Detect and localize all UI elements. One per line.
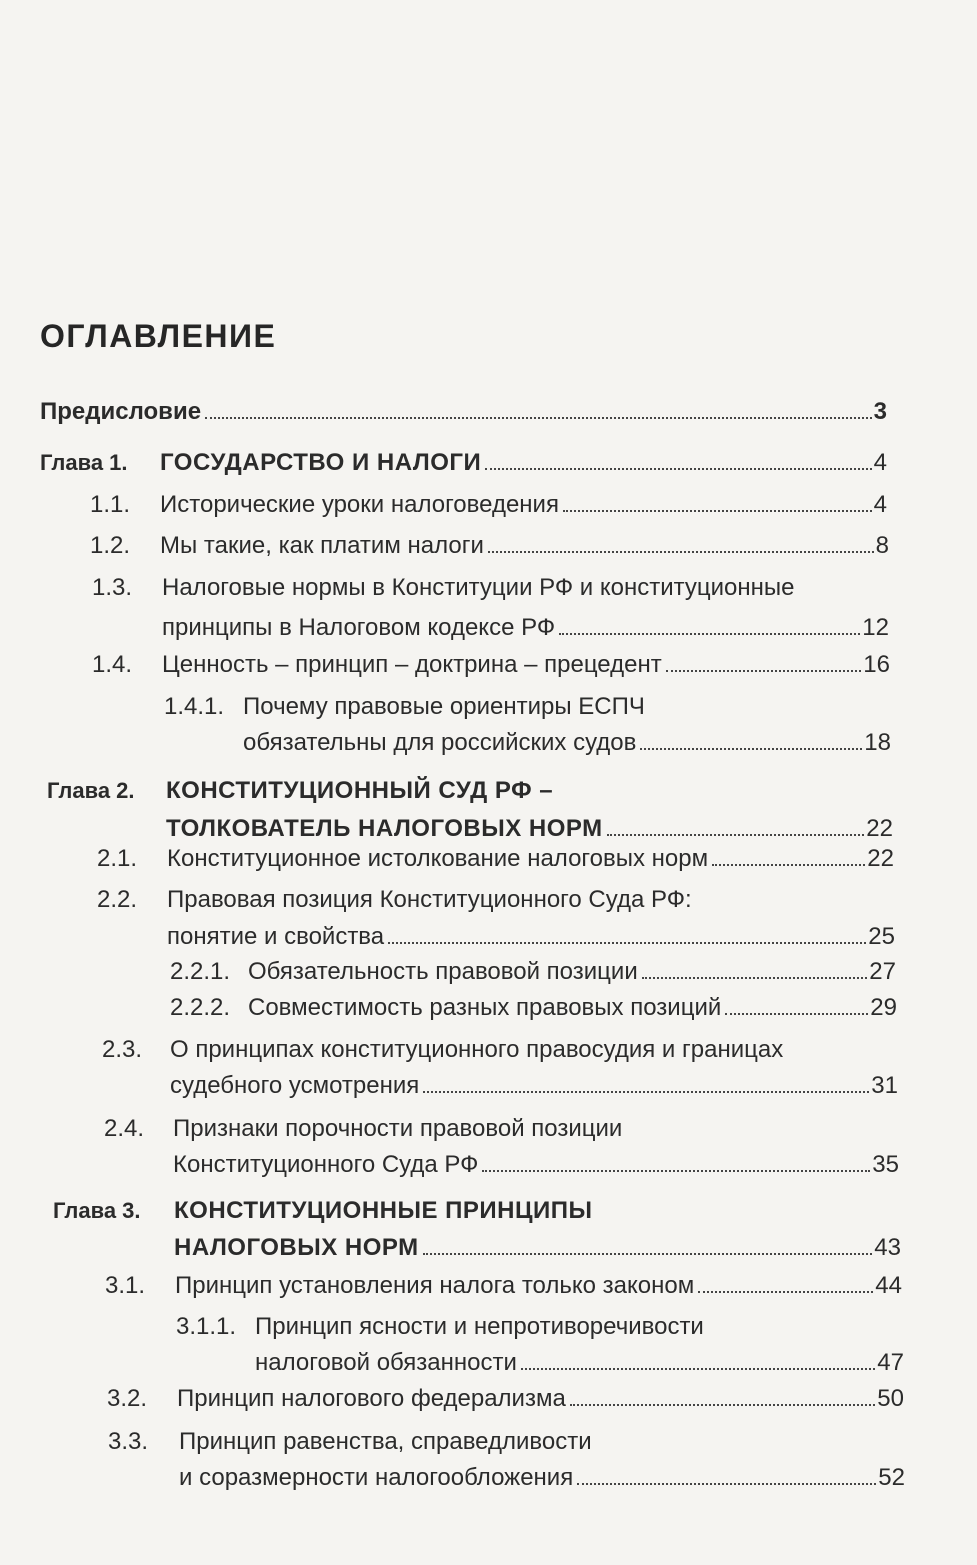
toc-entry-title: Исторические уроки налоговедения <box>160 491 559 518</box>
toc-entry <box>0 646 977 684</box>
toc-entry-number: 2.1. <box>97 845 138 872</box>
toc-entry-number: 1.4.1. <box>164 693 225 720</box>
toc-entry-page-number: 47 <box>877 1349 904 1376</box>
dot-leader <box>570 1403 875 1406</box>
toc-entry-page-number: 22 <box>866 815 893 842</box>
toc-entry-page-number: 16 <box>863 651 890 678</box>
toc-entry-title-line: КОНСТИТУЦИОННЫЕ ПРИНЦИПЫ <box>174 1197 593 1224</box>
toc-entry-title: Конституционное истолкование налоговых норм <box>167 845 709 872</box>
toc-entry-number: Глава 3. <box>53 1198 141 1223</box>
toc-entry-number: 2.3. <box>102 1036 143 1063</box>
toc-entry-number: 2.2. <box>97 886 138 913</box>
dot-leader <box>725 1012 868 1015</box>
dot-leader <box>642 976 868 979</box>
toc-entry-title-line: Признаки порочности правовой позиции <box>173 1115 623 1142</box>
toc-entry-title-line: О принципах конституционного правосудия и границах <box>170 1036 784 1063</box>
toc-entry-page-number: 27 <box>869 958 896 985</box>
toc-entry <box>0 1267 977 1305</box>
toc-entry <box>0 1380 977 1418</box>
dot-leader <box>488 550 874 553</box>
toc-entry-page-number: 18 <box>864 729 891 756</box>
toc-entry-page-number: 4 <box>873 449 887 476</box>
dot-leader <box>712 863 865 866</box>
toc-entry-title: и соразмерности налогообложения <box>179 1464 574 1491</box>
toc-entry <box>0 1308 977 1382</box>
toc-entry <box>0 1423 977 1497</box>
toc-entry-title: ГОСУДАРСТВО И НАЛОГИ <box>160 449 482 476</box>
toc-entry-number: Глава 2. <box>47 778 135 803</box>
toc-entry-number: 2.4. <box>104 1115 145 1142</box>
dot-leader <box>559 632 860 635</box>
dot-leader <box>482 1169 870 1172</box>
toc-entry-page-number: 43 <box>874 1234 901 1261</box>
toc-entry <box>0 527 977 565</box>
toc-entry-title: НАЛОГОВЫХ НОРМ <box>174 1234 419 1261</box>
dot-leader <box>563 509 872 512</box>
toc-entry-page-number: 8 <box>875 532 889 559</box>
toc-entry <box>0 840 977 878</box>
toc-entry-title: Ценность – принцип – доктрина – прецедент <box>162 651 662 678</box>
toc-entry <box>0 881 977 956</box>
toc-entry-title: Принцип установления налога только законом <box>175 1272 695 1299</box>
toc-entry-number: 1.3. <box>92 574 133 601</box>
toc-entry <box>0 1110 977 1184</box>
toc-entry-page-number: 35 <box>872 1151 899 1178</box>
toc-entry-title: Предисловие <box>40 398 202 425</box>
toc-entry-number: 3.3. <box>108 1428 149 1455</box>
toc-entry-title: принципы в Налоговом кодексе РФ <box>162 614 556 641</box>
dot-leader <box>521 1367 875 1370</box>
toc-entry-number: 3.1. <box>105 1272 146 1299</box>
toc-entry-number: Глава 1. <box>40 450 128 475</box>
toc-entry-page-number: 4 <box>873 491 887 518</box>
dot-leader <box>388 941 866 944</box>
toc-entry-number: 3.2. <box>107 1385 148 1412</box>
toc-entry-page-number: 22 <box>867 845 894 872</box>
toc-entry-page-number: 44 <box>875 1272 902 1299</box>
toc-entry <box>0 444 977 482</box>
toc-entry <box>0 989 977 1027</box>
toc-entry-title: Конституционного Суда РФ <box>173 1151 479 1178</box>
toc-entry-title: понятие и свойства <box>167 923 385 950</box>
toc-entry-number: 3.1.1. <box>176 1313 237 1340</box>
toc-entry-title: Мы такие, как платим налоги <box>160 532 484 559</box>
toc-entry <box>0 772 977 848</box>
toc-entry-title: налоговой обязанности <box>255 1349 517 1376</box>
toc-entry <box>0 688 977 762</box>
toc-entry-title: судебного усмотрения <box>170 1072 420 1099</box>
dot-leader <box>666 669 862 672</box>
dot-leader <box>423 1090 869 1093</box>
toc-entry-number: 1.2. <box>90 532 131 559</box>
toc-entry-title: Принцип налогового федерализма <box>177 1385 566 1412</box>
dot-leader <box>640 747 862 750</box>
dot-leader <box>698 1290 873 1293</box>
toc-entry-title-line: Почему правовые ориентиры ЕСПЧ <box>243 693 645 720</box>
toc-entry <box>0 1192 977 1267</box>
dot-leader <box>607 833 865 836</box>
toc-entry <box>0 393 977 431</box>
dot-leader <box>423 1252 873 1255</box>
toc-entry-page-number: 12 <box>862 614 889 641</box>
dot-leader <box>577 1482 876 1485</box>
toc-heading: ОГЛАВЛЕНИЕ <box>40 318 277 354</box>
dot-leader <box>485 467 871 470</box>
toc-entry <box>0 953 977 991</box>
toc-entry-title: обязательны для российских судов <box>243 729 637 756</box>
toc-entry-title-line: КОНСТИТУЦИОННЫЙ СУД РФ – <box>166 777 554 804</box>
toc-entry-number: 2.2.1. <box>170 958 231 985</box>
toc-entry-number: 2.2.2. <box>170 994 231 1021</box>
toc-entry-page-number: 52 <box>878 1464 905 1491</box>
toc-entry <box>0 486 977 524</box>
toc-entry-page-number: 50 <box>877 1385 904 1412</box>
toc-entry-title-line: Правовая позиция Конституционного Суда РФ: <box>167 886 692 913</box>
toc-entry-title-line: Принцип ясности и непротиворечивости <box>255 1313 704 1340</box>
toc-entry-title: Совместимость разных правовых позиций <box>248 994 722 1021</box>
toc-entry-title: ТОЛКОВАТЕЛЬ НАЛОГОВЫХ НОРМ <box>166 815 603 842</box>
toc-entry-title: Обязательность правовой позиции <box>248 958 638 985</box>
toc-entry-page-number: 25 <box>868 923 895 950</box>
toc-entry-page-number: 31 <box>871 1072 898 1099</box>
toc-entry-title-line: Налоговые нормы в Конституции РФ и конституционные <box>162 574 795 601</box>
toc-entry-page-number: 3 <box>873 398 887 425</box>
toc-entry-number: 1.4. <box>92 651 133 678</box>
toc-entry <box>0 569 977 647</box>
toc-entry-number: 1.1. <box>90 491 131 518</box>
toc-entry-page-number: 29 <box>870 994 897 1021</box>
dot-leader <box>205 416 872 419</box>
toc-entry <box>0 1031 977 1105</box>
toc-entry-title-line: Принцип равенства, справедливости <box>179 1428 592 1455</box>
